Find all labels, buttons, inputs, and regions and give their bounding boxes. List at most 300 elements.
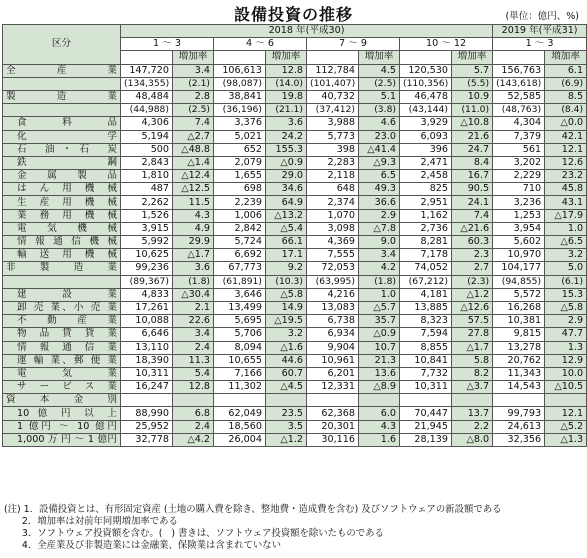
rate-cell <box>173 394 214 407</box>
rate-header: 増加率 <box>266 51 307 64</box>
rate-cell: 21.6 <box>452 130 493 143</box>
rate-cell: 2.2 <box>452 420 493 433</box>
value-cell: (36,196) <box>214 104 266 117</box>
value-cell: 11,343 <box>493 367 545 380</box>
rate-cell: △0.0 <box>545 117 587 130</box>
rate-cell: △19.5 <box>266 315 307 328</box>
rate-cell: △5.8 <box>266 288 307 301</box>
rate-cell: 5.0 <box>545 262 587 275</box>
row-label: 生 産 用 機 械 <box>3 196 121 209</box>
rate-cell: 34.6 <box>266 183 307 196</box>
rate-cell: △4.5 <box>266 381 307 394</box>
value-cell: 3,376 <box>214 117 266 130</box>
rate-cell: 4.3 <box>173 209 214 222</box>
footnote-4: 4．全産業及び非製造業には金融業、保険業は含まれていない <box>4 540 281 551</box>
value-cell: 6,934 <box>307 328 359 341</box>
value-cell: 8,094 <box>214 341 266 354</box>
value-cell: 7,732 <box>400 367 452 380</box>
value-cell: 6,646 <box>121 328 173 341</box>
rate-cell: (3.8) <box>359 104 400 117</box>
value-cell: 147,720 <box>121 64 173 77</box>
value-cell: 7,555 <box>307 249 359 262</box>
rate-header: 増加率 <box>359 51 400 64</box>
value-cell: 652 <box>214 143 266 156</box>
value-cell: 62,049 <box>214 407 266 420</box>
rate-cell: △5.2 <box>545 420 587 433</box>
rate-cell: 27.8 <box>452 328 493 341</box>
rate-cell: 23.5 <box>266 407 307 420</box>
rate-cell: 8.4 <box>452 156 493 169</box>
rate-cell: 1.0 <box>545 222 587 235</box>
rate-cell: (6.1) <box>545 275 587 288</box>
value-cell: 1,526 <box>121 209 173 222</box>
table-row <box>3 381 587 394</box>
rate-cell: △12.6 <box>452 301 493 314</box>
rate-cell: 11.5 <box>173 196 214 209</box>
value-cell: 5,194 <box>121 130 173 143</box>
value-cell: 8,281 <box>400 236 452 249</box>
rate-cell: 6.5 <box>359 170 400 183</box>
rate-cell: 90.5 <box>452 183 493 196</box>
value-cell: 648 <box>307 183 359 196</box>
rate-cell: (8.4) <box>545 104 587 117</box>
table-row <box>3 196 587 209</box>
value-cell: 5,021 <box>214 130 266 143</box>
value-cell <box>400 394 452 407</box>
rate-cell: 5.4 <box>173 367 214 380</box>
rate-cell: △1.2 <box>266 433 307 446</box>
rate-cell: 11.3 <box>173 354 214 367</box>
value-cell: 26,004 <box>214 433 266 446</box>
rate-cell: 2.9 <box>359 209 400 222</box>
rate-cell: 60.3 <box>452 236 493 249</box>
value-cell: 40,732 <box>307 90 359 103</box>
rate-cell: 3.6 <box>173 262 214 275</box>
value-cell: 74,052 <box>400 262 452 275</box>
value-cell: 9,815 <box>493 328 545 341</box>
rate-cell: 8.5 <box>545 90 587 103</box>
rate-cell: △17.9 <box>545 209 587 222</box>
rate-cell: 3.2 <box>266 328 307 341</box>
value-cell: 5,724 <box>214 236 266 249</box>
value-cell: 396 <box>400 143 452 156</box>
rate-cell: 155.3 <box>266 143 307 156</box>
value-cell: 16,247 <box>121 381 173 394</box>
rate-cell: 13.6 <box>359 367 400 380</box>
row-label: 製 造 業 <box>3 90 121 103</box>
value-cell: 6,738 <box>307 315 359 328</box>
value-cell: 4,369 <box>307 236 359 249</box>
rate-cell <box>359 394 400 407</box>
value-cell: 1,162 <box>400 209 452 222</box>
rate-cell: 24.1 <box>452 196 493 209</box>
value-cell: 10,381 <box>493 315 545 328</box>
value-cell: 20,301 <box>307 420 359 433</box>
rate-cell: 1.6 <box>359 433 400 446</box>
rate-cell: △12.5 <box>173 183 214 196</box>
rate-cell: 29.9 <box>173 236 214 249</box>
rate-cell: △8.9 <box>359 381 400 394</box>
rate-cell: △12.4 <box>173 170 214 183</box>
period-header-5: 1 ～ 3 <box>493 38 587 51</box>
rate-cell: 2.3 <box>452 249 493 262</box>
value-cell: (98,087) <box>214 77 266 90</box>
value-cell: 30,116 <box>307 433 359 446</box>
row-label: 物 品 賃 貸 業 <box>3 328 121 341</box>
rate-cell: 3.4 <box>173 64 214 77</box>
value-cell: 1,070 <box>307 209 359 222</box>
value-cell: 48,484 <box>121 90 173 103</box>
rate-cell: 4.6 <box>359 117 400 130</box>
rate-cell: 64.9 <box>266 196 307 209</box>
table-row <box>3 249 587 262</box>
rate-cell: 12.8 <box>173 381 214 394</box>
row-label: 卸 売 業、小 売 業 <box>3 301 121 314</box>
table-row <box>3 315 587 328</box>
value-cell: 32,778 <box>121 433 173 446</box>
rate-cell: 12.6 <box>545 156 587 169</box>
rate-cell: 12.9 <box>545 354 587 367</box>
rate-cell: 15.3 <box>545 288 587 301</box>
period-header-1: 1 ～ 3 <box>121 38 214 51</box>
table-row <box>3 301 587 314</box>
rate-cell: 2.1 <box>173 301 214 314</box>
rate-cell: (6.9) <box>545 77 587 90</box>
footnotes <box>4 504 502 552</box>
value-cell: 7,178 <box>400 249 452 262</box>
rate-cell: (2.1) <box>173 77 214 90</box>
rate-cell: 3.4 <box>173 328 214 341</box>
rate-cell: 2.4 <box>173 341 214 354</box>
rate-cell: 4.5 <box>359 64 400 77</box>
row-label: 輸 送 用 機 械 <box>3 249 121 262</box>
rate-cell: 24.2 <box>266 130 307 143</box>
row-label: 非 製 造 業 <box>3 262 121 275</box>
value-cell: 3,236 <box>493 196 545 209</box>
value-cell: (48,763) <box>493 104 545 117</box>
value-cell: 8,323 <box>400 315 452 328</box>
value-cell: 6,692 <box>214 249 266 262</box>
value-cell: 13,499 <box>214 301 266 314</box>
rate-cell: △1.7 <box>173 249 214 262</box>
value-cell: 5,695 <box>214 315 266 328</box>
value-cell: 1,810 <box>121 170 173 183</box>
footnote-1: (注) 1．設備投資とは、有形固定資産 (土地の購入費を除き、整地費・造成費を含む) 及びソフトウェアの新設額である <box>4 504 502 515</box>
value-cell: 32,356 <box>493 433 545 446</box>
row-label: 業 務 用 機 械 <box>3 209 121 222</box>
value-cell: 487 <box>121 183 173 196</box>
value-cell: 21,945 <box>400 420 452 433</box>
value-cell: 88,990 <box>121 407 173 420</box>
value-cell: (94,855) <box>493 275 545 288</box>
rate-cell: 21.3 <box>359 354 400 367</box>
value-cell: 6,093 <box>400 130 452 143</box>
rate-cell: △21.6 <box>452 222 493 235</box>
value-cell: 500 <box>121 143 173 156</box>
row-label: 建 設 業 <box>3 288 121 301</box>
table-row <box>3 90 587 103</box>
rate-cell: 3.5 <box>266 420 307 433</box>
table-row <box>3 104 587 117</box>
rate-cell: 7.4 <box>452 209 493 222</box>
table-row <box>3 262 587 275</box>
footnote-2: 2．増加率は対前年同期増加率である <box>4 516 178 527</box>
row-label: 不 動 産 業 <box>3 315 121 328</box>
value-cell: (67,212) <box>400 275 452 288</box>
value-cell: 3,202 <box>493 156 545 169</box>
table-row <box>3 143 587 156</box>
value-cell: 710 <box>493 183 545 196</box>
value-cell: 2,374 <box>307 196 359 209</box>
value-cell: 2,283 <box>307 156 359 169</box>
row-label: 石 油・石 炭 <box>3 143 121 156</box>
rate-cell: △5.7 <box>359 301 400 314</box>
rate-cell: △1.3 <box>545 433 587 446</box>
value-cell: 13,083 <box>307 301 359 314</box>
row-label: は ん 用 機 械 <box>3 183 121 196</box>
rate-cell: 29.0 <box>266 170 307 183</box>
rate-cell: 10.0 <box>545 367 587 380</box>
value-cell: 3,915 <box>121 222 173 235</box>
table-row <box>3 236 587 249</box>
value-cell: 2,951 <box>400 196 452 209</box>
rate-cell: △7.8 <box>359 222 400 235</box>
table-row <box>3 354 587 367</box>
table-row <box>3 117 587 130</box>
value-cell: 99,793 <box>493 407 545 420</box>
rate-cell: (1.8) <box>359 275 400 288</box>
row-label: 全 産 業 <box>3 64 121 77</box>
value-cell: 10,088 <box>121 315 173 328</box>
value-cell: 4,833 <box>121 288 173 301</box>
rate-cell: △8.0 <box>452 433 493 446</box>
rate-cell: △6.5 <box>545 236 587 249</box>
page-title: 設備投資の推移 <box>233 5 353 24</box>
rate-cell: 3.2 <box>545 249 587 262</box>
value-cell: 2,458 <box>400 170 452 183</box>
value-cell: 10,311 <box>400 381 452 394</box>
row-label: 10 億 円 以 上 <box>3 407 121 420</box>
category-header: 区分 <box>3 25 121 65</box>
rate-cell: 23.0 <box>359 130 400 143</box>
value-cell: (101,407) <box>307 77 359 90</box>
table-row <box>3 170 587 183</box>
value-cell: 52,585 <box>493 90 545 103</box>
rate-cell: △13.2 <box>266 209 307 222</box>
value-cell: 12,331 <box>307 381 359 394</box>
value-cell: 5,773 <box>307 130 359 143</box>
value-cell: 4,216 <box>307 288 359 301</box>
rate-cell: (5.5) <box>452 77 493 90</box>
rate-cell: 24.7 <box>452 143 493 156</box>
value-cell: 5,602 <box>493 236 545 249</box>
rate-cell: 10.7 <box>359 341 400 354</box>
value-cell: 17,261 <box>121 301 173 314</box>
value-cell: 10,655 <box>214 354 266 367</box>
rate-cell: 42.1 <box>545 130 587 143</box>
value-cell: (143,618) <box>493 77 545 90</box>
value-cell: 72,053 <box>307 262 359 275</box>
rate-header: 増加率 <box>545 51 587 64</box>
value-cell: 2,736 <box>400 222 452 235</box>
rate-cell: 9.2 <box>266 262 307 275</box>
row-label: 資 本 金 別 <box>3 394 121 407</box>
year-2018-header: 2018 年(平成30) <box>121 25 493 38</box>
value-cell: 698 <box>214 183 266 196</box>
rate-cell: 66.1 <box>266 236 307 249</box>
row-label: 電 気 機 械 <box>3 222 121 235</box>
value-cell: 104,177 <box>493 262 545 275</box>
table-row <box>3 130 587 143</box>
value-cell: (44,988) <box>121 104 173 117</box>
value-cell: 9,904 <box>307 341 359 354</box>
table-row <box>3 367 587 380</box>
value-cell: 3,988 <box>307 117 359 130</box>
rate-cell: 60.7 <box>266 367 307 380</box>
row-label: 1 億円 ～ 10 億円 <box>3 420 121 433</box>
rate-cell: 4.9 <box>173 222 214 235</box>
value-cell: 20,762 <box>493 354 545 367</box>
value-cell: 7,594 <box>400 328 452 341</box>
value-cell: 7,379 <box>493 130 545 143</box>
row-label: 運 輸 業、郵 便 業 <box>3 354 121 367</box>
value-cell: 5,706 <box>214 328 266 341</box>
value-cell: 1,655 <box>214 170 266 183</box>
rate-cell: 6.1 <box>545 64 587 77</box>
value-cell: 46,478 <box>400 90 452 103</box>
value-cell: 2,239 <box>214 196 266 209</box>
value-cell: 67,773 <box>214 262 266 275</box>
table-row <box>3 64 587 77</box>
value-cell: 2,079 <box>214 156 266 169</box>
year-2019-header: 2019 年(平成31) <box>493 25 587 38</box>
rate-cell: 22.6 <box>173 315 214 328</box>
value-cell: (110,356) <box>400 77 452 90</box>
value-cell: 10,841 <box>400 354 452 367</box>
rate-cell: (11.0) <box>452 104 493 117</box>
period-header-3: 7 ～ 9 <box>307 38 400 51</box>
rate-cell: 8.2 <box>452 367 493 380</box>
value-cell: 13,278 <box>493 341 545 354</box>
rate-cell: 14.9 <box>266 301 307 314</box>
rate-cell: 2.8 <box>173 90 214 103</box>
rate-cell: 43.1 <box>545 196 587 209</box>
value-cell: 2,229 <box>493 170 545 183</box>
value-cell: 2,471 <box>400 156 452 169</box>
rate-cell: △4.2 <box>173 433 214 446</box>
value-cell: 3,929 <box>400 117 452 130</box>
row-label <box>3 77 121 90</box>
row-label: 食 料 品 <box>3 117 121 130</box>
value-cell: 38,841 <box>214 90 266 103</box>
value-cell: 2,118 <box>307 170 359 183</box>
rate-cell: △30.4 <box>173 288 214 301</box>
table-row <box>3 328 587 341</box>
rate-cell: 2.4 <box>173 420 214 433</box>
table-row <box>3 275 587 288</box>
row-label: 電 気 業 <box>3 367 121 380</box>
rate-cell: 45.8 <box>545 183 587 196</box>
value-cell: 70,447 <box>400 407 452 420</box>
value-cell: 4,304 <box>493 117 545 130</box>
rate-cell: 2.9 <box>545 315 587 328</box>
value-cell: 8,855 <box>400 341 452 354</box>
value-cell: 2,842 <box>214 222 266 235</box>
rate-cell: △0.9 <box>359 328 400 341</box>
row-label: 鉄 鋼 <box>3 156 121 169</box>
rate-header: 増加率 <box>452 51 493 64</box>
value-cell: 28,139 <box>400 433 452 446</box>
value-cell: 11,302 <box>214 381 266 394</box>
rate-cell: △1.6 <box>266 341 307 354</box>
rate-cell: △1.7 <box>452 341 493 354</box>
value-cell: 825 <box>400 183 452 196</box>
row-label: 情 報 通 信 機 械 <box>3 236 121 249</box>
value-cell: 25,952 <box>121 420 173 433</box>
table-row <box>3 288 587 301</box>
rate-cell: △5.8 <box>545 301 587 314</box>
value-cell: 156,763 <box>493 64 545 77</box>
value-cell: 112,784 <box>307 64 359 77</box>
rate-cell: 7.4 <box>173 117 214 130</box>
value-cell: (134,355) <box>121 77 173 90</box>
row-label <box>3 104 121 117</box>
rate-cell: 36.6 <box>359 196 400 209</box>
value-cell: 3,098 <box>307 222 359 235</box>
value-cell: 4,306 <box>121 117 173 130</box>
table-row <box>3 222 587 235</box>
value-cell: 10,625 <box>121 249 173 262</box>
value-cell: 18,390 <box>121 354 173 367</box>
rate-cell: △1.4 <box>173 156 214 169</box>
row-label: 情 報 通 信 業 <box>3 341 121 354</box>
table-row <box>3 209 587 222</box>
value-cell: (37,412) <box>307 104 359 117</box>
rate-cell: △1.2 <box>452 288 493 301</box>
rate-cell: △5.4 <box>266 222 307 235</box>
table-row <box>3 394 587 407</box>
rate-cell: 57.5 <box>452 315 493 328</box>
rate-cell: 2.7 <box>452 262 493 275</box>
value-cell: 3,646 <box>214 288 266 301</box>
table-row <box>3 420 587 433</box>
rate-cell: △0.9 <box>266 156 307 169</box>
value-cell: 5,992 <box>121 236 173 249</box>
table-row <box>3 156 587 169</box>
rate-cell: △10.5 <box>545 381 587 394</box>
value-cell: 398 <box>307 143 359 156</box>
rate-cell: 12.8 <box>266 64 307 77</box>
rate-cell: 9.0 <box>359 236 400 249</box>
value-cell: 561 <box>493 143 545 156</box>
rate-cell: 44.6 <box>266 354 307 367</box>
rate-cell: (2.5) <box>359 77 400 90</box>
rate-cell: 5.8 <box>452 354 493 367</box>
value-cell: 106,613 <box>214 64 266 77</box>
rate-cell: 1.3 <box>545 341 587 354</box>
period-header-2: 4 ～ 6 <box>214 38 307 51</box>
value-cell: 120,530 <box>400 64 452 77</box>
value-cell: 13,110 <box>121 341 173 354</box>
value-cell: 5,572 <box>493 288 545 301</box>
value-cell: 1,006 <box>214 209 266 222</box>
rate-cell: (1.8) <box>173 275 214 288</box>
rate-cell <box>452 394 493 407</box>
table-row <box>3 433 587 446</box>
rate-cell: 6.0 <box>359 407 400 420</box>
unit-label: (単位：億円、%) <box>505 11 579 22</box>
rate-cell: (10.3) <box>266 275 307 288</box>
